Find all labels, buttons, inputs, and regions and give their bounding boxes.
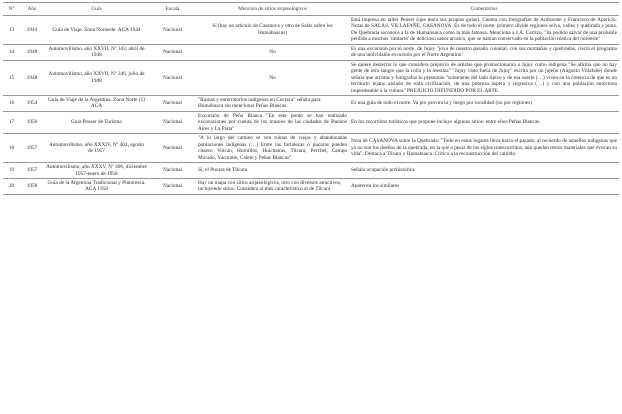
cell-comment: Señala ocupación prehistórica [349, 163, 619, 179]
cell-year: 1956 [20, 111, 44, 133]
header-scale: Escala [149, 3, 196, 16]
cell-scale: Nacional [149, 111, 196, 133]
cell-guide: Automovilismo, año XXVII, Nº 343, abril de 1948 [44, 44, 149, 60]
cell-scale: Nacional [149, 95, 196, 111]
cell-guide: Automovilismo, año XXVII, Nº 346, julio de 1948 [44, 60, 149, 95]
table-row [3, 134, 619, 163]
cell-mention: Sí, el Pucara de Tilcara [196, 163, 349, 179]
cell-year: 1957 [20, 134, 44, 163]
cell-year: 1954 [20, 95, 44, 111]
cell-scale: Nacional [149, 60, 196, 95]
cell-mention: Sí (hay un artículo de Casanova y otro de Salas sobre los Humahuacas) [196, 16, 349, 45]
cell-number: 14 [3, 44, 20, 60]
cell-year: 1957 [20, 163, 44, 179]
table-row [3, 178, 619, 194]
cell-number: 20 [3, 178, 20, 194]
cell-comment: Es una excursión por el norte, de Jujuy "joya de nuestro pasado colonial, con sus montañas y quebradas, cierra el programa de una inolvidable excursión por el Norte Argentino" [351, 45, 617, 59]
header-guide: Guía [44, 3, 149, 16]
cell-mention: No [196, 60, 349, 95]
cell-scale: Nacional [149, 134, 196, 163]
cell-scale: Nacional [149, 44, 196, 60]
cell-guide: Guía de Viaje. Zona Noroeste. ACA 1944 [44, 16, 149, 45]
header-comments: Comentarios [349, 3, 619, 16]
cell-comment: Es una guía de todo el norte. Va por provincia y luego por localidad (no por regiones) [349, 95, 619, 111]
cell-number: 17 [3, 111, 20, 133]
table-row [3, 60, 619, 95]
cell-guide: Guía de Viaje de la Argentina. Zona Norte (1) ACA [44, 95, 149, 111]
cell-number: 16 [3, 95, 20, 111]
cell-scale: Nacional [149, 16, 196, 45]
cell-guide: Automovilismo, año XXXIV, Nº 402, agosto de 1957 [44, 134, 149, 163]
cell-comment: En los recorridos turísticos que propone incluye algunos sitios: entre ellos Peñas Blancas. [349, 111, 619, 133]
cell-year: 1948 [20, 60, 44, 95]
table-row [3, 16, 619, 45]
cell-comment: Está impresa en taller Peuser (que tenía sus propias guías). Cuenta con fotografías de Ardissone y Francisco de Aparicio. Notas de SALAS, VILLAFAÑE, CASANOVA. Es de todo el norte, primero divide regiones selva, valles y quebrada y puna. De Quebrada reconoce a la de Humahuaca como la más famosa. Menciona a J.A. Carrizo, "ha podido salvar de una probable pérdida a muchos 'cantares' de delicioso sabor arcaico, que se habían conservado en la población rústica del noroeste" [351, 17, 617, 43]
cell-guide: Guía Peuser de Turismo [44, 111, 149, 133]
cell-mention: "A lo largo del camino se ven ruinas de viejas y abandonadas poblaciones indígenas (…) Entre las fortalezas o pucaras pueden citarse: Volcán, Hornillos, Huichairas, Tilcara, Perchel, Campo Morado, Yacoraite, Calete y Peñas Blancas" [198, 135, 347, 161]
header-number: N° [3, 3, 20, 16]
table-row [3, 44, 619, 60]
cell-guide: Guía de la Argentina Tradicional y Pintoresca. ACA 1958 [44, 178, 149, 194]
cell-comment: Nota de CASANOVA sobre la Quebrada: "Todo en estos lugares lleva hacia el pasado, al recuerdo de aquellos indígenas que ya no son los dueños de la quebrada, en la que a pesar de los siglos transcurridos, aún quedan restos materiales que evocan su vida". Destaca a Tilcara y Humahuaca. Crítica a la reconstrucción del cabildo [349, 134, 619, 163]
cell-mention: No [196, 44, 349, 60]
cell-number: 15 [3, 60, 20, 95]
cell-scale: Nacional [149, 163, 196, 179]
header-mention: Mención de sitios arqueológicos [196, 3, 349, 16]
cell-year: 1958 [20, 178, 44, 194]
cell-mention: "Ruinas y enterratorios indígenas en Coctaca" señala para Humahuaca sin mencionar Peñas Blancas. [196, 95, 349, 111]
cell-year: 1948 [20, 44, 44, 60]
cell-year: 1944 [20, 16, 44, 45]
cell-scale: Nacional [149, 178, 196, 194]
cell-comment: Se quiere desterrar lo que considera prejuicio de artistas que promocionaron a Jujuy como indígena "Se afirma que no hay gente de otra sangre que la colla y la mestiza" "Jujuy visto fuera de Jujuy" escrita por un jujeño (Augusto Villafañe) donde señala que artistas y fotógrafos lo presentan "solamente del lado típico y de esa suerte (…) viven en la creencia de que es un territorio lejano aislado de toda civilización, de una pobreza áspera y regresiva (…) y con una población autóctona impermeable a la cultura" PREJUICIO DIFUNDIDO POR EL ARTE. [351, 61, 617, 94]
table-header [3, 3, 619, 16]
table-row [3, 111, 619, 133]
cell-number: 18 [3, 134, 20, 163]
cell-mention: Excursión de Peña Blanca "En este punto se han realizado excavaciones por cuenta de los museos de las ciudades de Buenos Aires y La Plata" [198, 112, 347, 132]
table-row [3, 163, 619, 179]
cell-number: 13 [3, 16, 20, 45]
cell-mention: Hay un mapa con sitios arqueológicos, otro con diversos atractivos, incluyendo sitios. Considera al más característico al de Tilcara [196, 178, 349, 194]
cell-comment: Aparecen los similares [349, 178, 619, 194]
cell-number: 19 [3, 163, 20, 179]
table-row [3, 95, 619, 111]
header-year: Año [20, 3, 44, 16]
archaeological-guides-table [3, 2, 619, 195]
header-row [3, 3, 619, 16]
table-body [3, 16, 619, 195]
cell-guide: Automovilismo, año XXXV, Nº 406, diciembre 1957-enero de 1958 [44, 163, 149, 179]
